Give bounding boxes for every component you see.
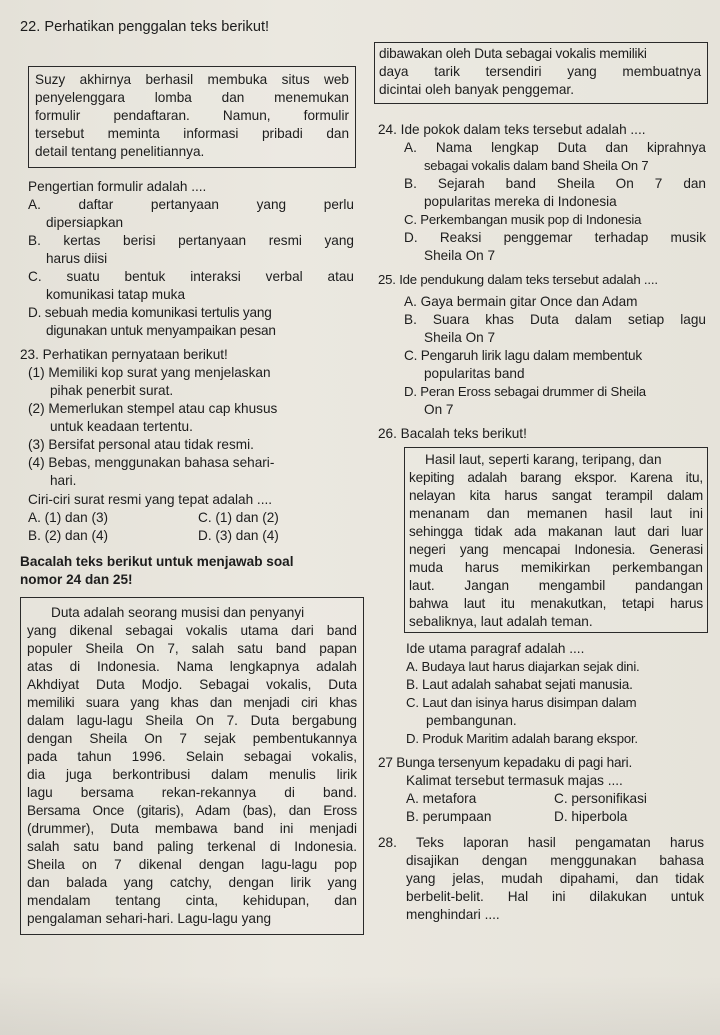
box-line: kepiting adalah barang ekspor. Karena itu, bbox=[409, 470, 703, 485]
option-a[interactable]: A. metafora bbox=[406, 791, 477, 806]
option-b-cont: harus diisi bbox=[46, 251, 108, 266]
question-23-prompt: Ciri-ciri surat resmi yang tepat adalah .... bbox=[28, 492, 273, 507]
option-d[interactable]: D. Peran Eross sebagai drummer di Sheila bbox=[404, 384, 646, 399]
option-a[interactable]: A. Budaya laut harus diajarkan sejak dini. bbox=[406, 659, 640, 674]
question-23-title: 23. Perhatikan pernyataan berikut! bbox=[20, 347, 228, 362]
option-d-cont: digunakan untuk menyampaikan pesan bbox=[46, 323, 276, 338]
option-a[interactable]: A. (1) dan (3) bbox=[28, 510, 109, 525]
question-26-prompt: Ide utama paragraf adalah .... bbox=[406, 641, 585, 656]
statement-1: (1) Memiliki kop surat yang menjelaskan bbox=[28, 365, 271, 380]
passage-box bbox=[20, 597, 364, 935]
option-b[interactable]: B. (2) dan (4) bbox=[28, 528, 109, 543]
statement-4-cont: hari. bbox=[50, 473, 77, 488]
question-27-prompt: Kalimat tersebut termasuk majas .... bbox=[406, 773, 623, 788]
option-d[interactable]: D. Reaksi penggemar terhadap musik bbox=[404, 230, 706, 245]
option-b[interactable]: B. kertas berisi pertanyaan resmi yang bbox=[28, 233, 354, 248]
passage-line: Sheila on 7 dikenal dengan lagu-lagu pop bbox=[27, 857, 357, 872]
passage-line: mendalam tentang cinta, kehidupan, dan bbox=[27, 893, 357, 908]
option-a[interactable]: A. Nama lengkap Duta dan kiprahnya bbox=[404, 140, 706, 155]
box-line: nelayan kita harus sangat terampil dalam bbox=[409, 488, 703, 503]
excerpt-line: tersebut meminta informasi pribadi dan bbox=[35, 126, 349, 141]
excerpt-line: Suzy akhirnya berhasil membuka situs web bbox=[35, 72, 349, 87]
passage-line: dalam lagu-lagu Sheila On 7. Duta bergabung bbox=[27, 713, 357, 728]
passage-line: dan balada yang catchy, dengan lirik yang bbox=[27, 875, 357, 890]
statement-3: (3) Bersifat personal atau tidak resmi. bbox=[28, 437, 254, 452]
option-b[interactable]: B. Suara khas Duta dalam setiap lagu bbox=[404, 312, 706, 327]
option-a[interactable]: A. Gaya bermain gitar Once dan Adam bbox=[404, 294, 638, 309]
question-22-title: 22. Perhatikan penggalan teks berikut! bbox=[20, 19, 270, 35]
question-22-prompt: Pengertian formulir adalah .... bbox=[28, 179, 207, 194]
passage-line: memiliki suara yang khas dan menjadi ciri khas bbox=[27, 695, 357, 710]
question-27-title: 27 Bunga tersenyum kepadaku di pagi hari. bbox=[378, 755, 633, 770]
option-d[interactable]: D. sebuah media komunikasi tertulis yang bbox=[28, 305, 272, 320]
option-a-cont: sebagai vokalis dalam band Sheila On 7 bbox=[424, 158, 649, 173]
question-25-title: 25. Ide pendukung dalam teks tersebut adalah .... bbox=[378, 272, 658, 287]
passage-line: atas di Indonesia. Nama lengkapnya adalah bbox=[27, 659, 357, 674]
option-d[interactable]: D. Produk Maritim adalah barang ekspor. bbox=[406, 731, 638, 746]
option-a-cont: dipersiapkan bbox=[46, 215, 124, 230]
question-26-title: 26. Bacalah teks berikut! bbox=[378, 426, 527, 441]
statement-4: (4) Bebas, menggunakan bahasa sehari- bbox=[28, 455, 275, 470]
statement-2-cont: untuk keadaan tertentu. bbox=[50, 419, 193, 434]
option-c-cont: komunikasi tatap muka bbox=[46, 287, 186, 302]
question-28-line: 28. Teks laporan hasil pengamatan harus bbox=[378, 835, 704, 850]
option-b-cont: Sheila On 7 bbox=[424, 330, 496, 345]
option-b[interactable]: B. perumpaan bbox=[406, 809, 492, 824]
question-22-excerpt-box bbox=[28, 66, 356, 168]
box-line: sebaliknya, laut adalah teman. bbox=[409, 614, 593, 629]
box-line: sehingga tidak ada makanan laut dari luar bbox=[409, 524, 703, 539]
statement-1-cont: pihak penerbit surat. bbox=[50, 383, 174, 398]
question-28-line: yang jelas, mudah dipahami, dan tidak bbox=[406, 871, 704, 886]
box-line: muda harus memikirkan perkembangan bbox=[409, 560, 703, 575]
passage-line: yang dikenal sebagai vokalis utama dari band bbox=[27, 623, 357, 638]
passage-line: (drummer), Duta membawa band ini menjadi bbox=[27, 821, 357, 836]
excerpt-line: penyelenggara lomba dan menemukan bbox=[35, 90, 349, 105]
instruction-line-2: nomor 24 dan 25! bbox=[20, 572, 133, 587]
passage-line: Akhdiyat Duta Modjo. Sebagai vokalis, Duta bbox=[27, 677, 357, 692]
option-b[interactable]: B. Sejarah band Sheila On 7 dan bbox=[404, 176, 706, 191]
box-line: bahwa laut itu menakutkan, tetapi harus bbox=[409, 596, 703, 611]
option-c[interactable]: C. suatu bentuk interaksi verbal atau bbox=[28, 269, 354, 284]
excerpt-line: detail tentang penelitiannya. bbox=[35, 144, 205, 159]
option-d[interactable]: D. (3) dan (4) bbox=[198, 528, 279, 543]
option-d-cont: On 7 bbox=[424, 402, 454, 417]
bottom-shadow bbox=[0, 975, 720, 1035]
question-26-text-box bbox=[404, 447, 708, 633]
passage-line: Bersama Once (gitaris), Adam (bas), dan Eross bbox=[27, 803, 357, 818]
option-c[interactable]: C. Laut dan isinya harus disimpan dalam bbox=[406, 695, 637, 710]
passage-line: dicintai oleh banyak penggemar. bbox=[379, 82, 574, 97]
passage-line: lagu bersama rekan-rekannya di band. bbox=[27, 785, 357, 800]
option-d-cont: Sheila On 7 bbox=[424, 248, 496, 263]
box-line: menanam dan memanen hasil laut ini bbox=[409, 506, 703, 521]
option-c[interactable]: C. Pengaruh lirik lagu dalam membentuk bbox=[404, 348, 642, 363]
option-c-cont: popularitas band bbox=[424, 366, 525, 381]
question-28-line: disajikan dengan menggunakan bahasa bbox=[406, 853, 704, 868]
option-a[interactable]: A. daftar pertanyaan yang perlu bbox=[28, 197, 354, 212]
box-line: laut. Jangan mengambil pandangan bbox=[409, 578, 703, 593]
instruction-line-1: Bacalah teks berikut untuk menjawab soal bbox=[20, 554, 294, 569]
excerpt-line: formulir pendaftaran. Namun, formulir bbox=[35, 108, 349, 123]
passage-line: daya tarik tersendiri yang membuatnya bbox=[379, 64, 701, 79]
option-c[interactable]: C. personifikasi bbox=[554, 791, 647, 806]
option-b[interactable]: B. Laut adalah sahabat sejati manusia. bbox=[406, 677, 633, 692]
passage-line: pengalaman sehari-hari. Lagu-lagu yang bbox=[27, 911, 272, 926]
box-line: Hasil laut, seperti karang, teripang, dan bbox=[425, 452, 662, 467]
question-28-line: menghindari .... bbox=[406, 907, 500, 922]
question-28-line: berbelit-belit. Hal ini dilakukan untuk bbox=[406, 889, 704, 904]
passage-line: dengan Sheila On 7 sejak pembentukannya bbox=[27, 731, 357, 746]
passage-line: Duta adalah seorang musisi dan penyanyi bbox=[51, 605, 305, 620]
passage-line: dibawakan oleh Duta sebagai vokalis memiliki bbox=[379, 46, 647, 61]
question-24-title: 24. Ide pokok dalam teks tersebut adalah .... bbox=[378, 122, 646, 137]
option-c[interactable]: C. Perkembangan musik pop di Indonesia bbox=[404, 212, 642, 227]
option-b-cont: popularitas mereka di Indonesia bbox=[424, 194, 617, 209]
passage-continuation-box bbox=[374, 42, 708, 104]
option-c-cont: pembangunan. bbox=[426, 713, 517, 728]
passage-line: salah satu band paling terkenal di Indonesia. bbox=[27, 839, 357, 854]
passage-line: dia juga berkontribusi dalam menulis lirik bbox=[27, 767, 357, 782]
statement-2: (2) Memerlukan stempel atau cap khusus bbox=[28, 401, 278, 416]
option-c[interactable]: C. (1) dan (2) bbox=[198, 510, 279, 525]
box-line: negeri yang mencapai Indonesia. Generasi bbox=[409, 542, 703, 557]
passage-line: populer Sheila On 7, salah satu band papan bbox=[27, 641, 357, 656]
passage-line: pada tahun 1996. Selain sebagai vokalis, bbox=[27, 749, 357, 764]
option-d[interactable]: D. hiperbola bbox=[554, 809, 628, 824]
